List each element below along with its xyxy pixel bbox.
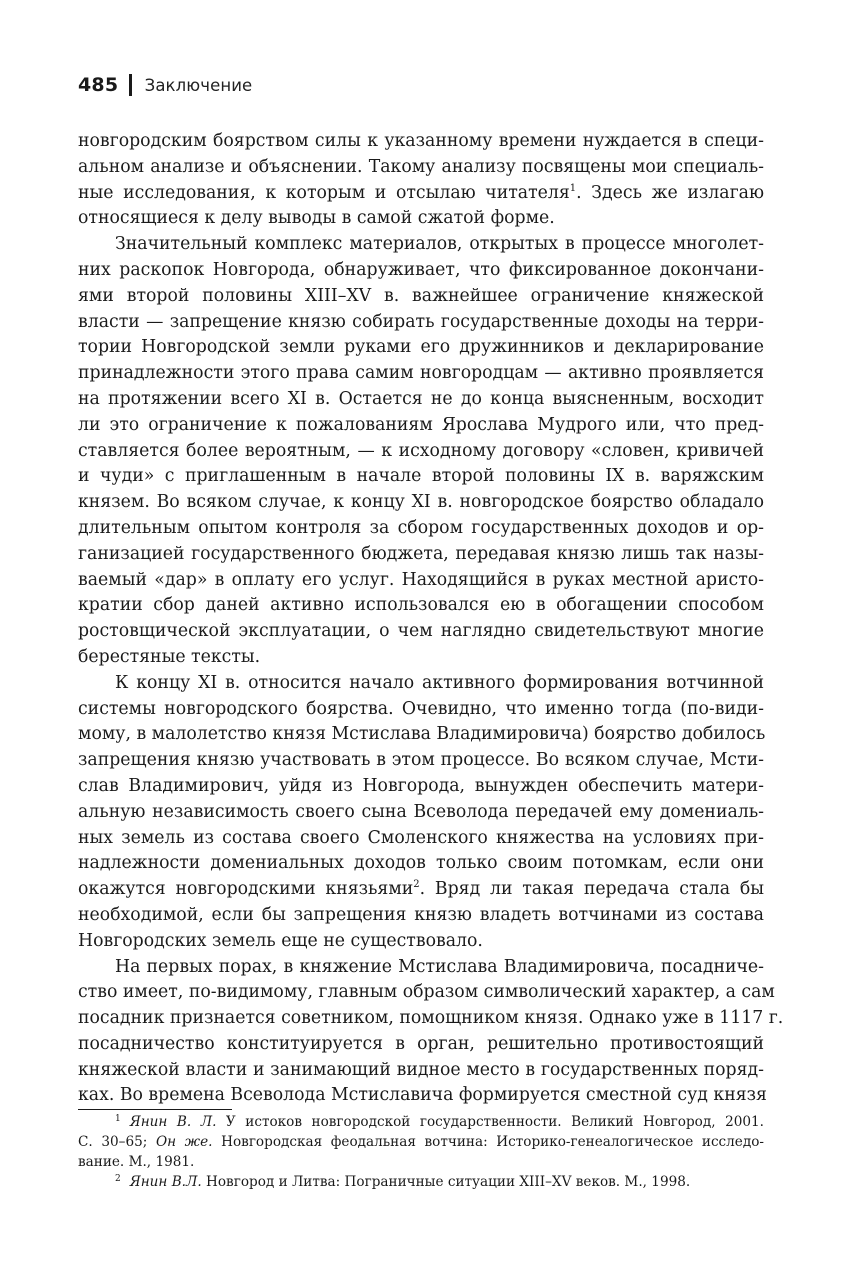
text-line: мому, в малолетство князя Мстислава Владимировича) боярство добилось [78,724,766,745]
text-line: тории Новгородской земли руками его дружинников и декларирование [78,337,764,358]
text-line: На первых порах, в княжение Мстислава Владимировича, посадниче- [115,956,764,977]
text-line: ростовщической эксплуатации, о чем наглядно свидетельствуют многие [78,621,764,642]
text-line: Значительный комплекс материалов, открытых в процессе многолет- [115,234,764,255]
running-title: Заключение [144,75,253,95]
text-line: слав Владимирович, уйдя из Новгорода, вынужден обеспечить матери- [78,775,764,796]
footnote-2: $^2$ Янин В.Л. Новгород и Литва: Пограничные ситуации XIII–XV веков. М., 1998. [115,1174,691,1190]
footnote-divider [78,1109,232,1110]
text-line: ках. Во времена Всеволода Мстиславича формируется сместной суд князя [78,1085,767,1106]
footnote-author: Янин В. Л. [129,1114,217,1130]
footnote-1-cont: С. 30–65; Он же. Новгородская феодальная вотчина: Историко-генеалогическое исследо- [78,1134,764,1150]
text-line: К концу XI в. относится начало активного формирования вотчинной [115,672,764,693]
text-line: ями второй половины XIII–XV в. важнейшее ограничение княжеской [78,285,764,306]
text-line: и чуди» с приглашенным в начале второй половины IX в. варяжским [78,466,764,487]
text-line: власти — запрещение князю собирать государственные доходы на терри- [78,311,764,332]
text-line: на протяжении всего XI в. Остается не до конца выясненным, восходит [78,388,764,409]
text-line: системы новгородского боярства. Очевидно, что именно тогда (по-види- [78,698,764,719]
text-line: окажутся новгородскими князьями$^2$. Вряд ли такая передача стала бы [78,879,764,900]
text-line: посадник признается советником, помощником князя. Однако уже в 1117 г. [78,1008,784,1029]
text-line: посадничество конституируется в орган, решительно противостоящий [78,1033,764,1054]
text-line: длительным опытом контроля за сбором государственных доходов и ор- [78,517,764,538]
text-line: ство имеет, по-видимому, главным образом символический характер, а сам [78,982,775,1003]
text-line: Новгородских земель еще не существовало. [78,930,483,951]
text-line: ганизацией государственного бюджета, передавая князю лишь так назы- [78,543,764,564]
text-line: кратии сбор даней активно использовался ею в обогащении способом [78,595,764,616]
footnote-ref-2[interactable]: 2 [413,879,420,891]
text-line: князем. Во всяком случае, к концу XI в. новгородское боярство обладало [78,492,764,513]
text-line: запрещения князю участвовать в этом процессе. Во всяком случае, Мсти- [78,750,764,771]
footnote-1: $^1$ Янин В. Л. У истоков новгородской государственности. Великий Новгород, 2001. [115,1114,764,1130]
footnotes [78,1112,764,1192]
text-line: ставляется более вероятным, — к исходному договору «словен, кривичей [78,440,764,461]
footnote-author: Янин В.Л. [129,1174,202,1190]
main-text [78,129,784,1109]
footnote-1-end: вание. М., 1981. [78,1154,195,1170]
text-line: них раскопок Новгорода, обнаруживает, что фиксированное докончани- [78,259,764,280]
text-line: ные исследования, к которым и отсылаю читателя$^1$. Здесь же излагаю [78,182,764,203]
footnote-author: Он же. [155,1134,213,1150]
text-line: ных земель из состава своего Смоленского княжества на условиях при- [78,827,764,848]
text-line: ваемый «дар» в оплату его услуг. Находящийся в руках местной аристо- [78,569,764,590]
text-line: альном анализе и объяснении. Такому анализу посвящены мои специаль- [78,156,764,177]
text-line: надлежности домениальных доходов только своим потомкам, если они [78,853,764,874]
footnote-ref-1[interactable]: 1 [569,182,577,194]
footnote-mark: 2 [115,1174,121,1184]
text-line: берестяные тексты. [78,646,261,667]
page-number: 485 [78,74,119,96]
footnote-mark: 1 [115,1114,121,1124]
header-separator [129,74,131,96]
text-line: принадлежности этого права самим новгородцам — активно проявляется [78,363,764,384]
text-line: княжеской власти и занимающий видное место в государственных поряд- [78,1059,764,1080]
text-line: новгородским боярством силы к указанному времени нуждается в специ- [78,131,764,151]
running-header [78,70,252,100]
text-line: необходимой, если бы запрещения князю владеть вотчинами из состава [78,904,764,925]
text-line: ли это ограничение к пожалованиям Ярослава Мудрого или, что пред- [78,414,764,435]
text-line: альную независимость своего сына Всеволода передачей ему домениаль- [78,801,764,822]
text-line: относящиеся к делу выводы в самой сжатой форме. [78,208,555,229]
